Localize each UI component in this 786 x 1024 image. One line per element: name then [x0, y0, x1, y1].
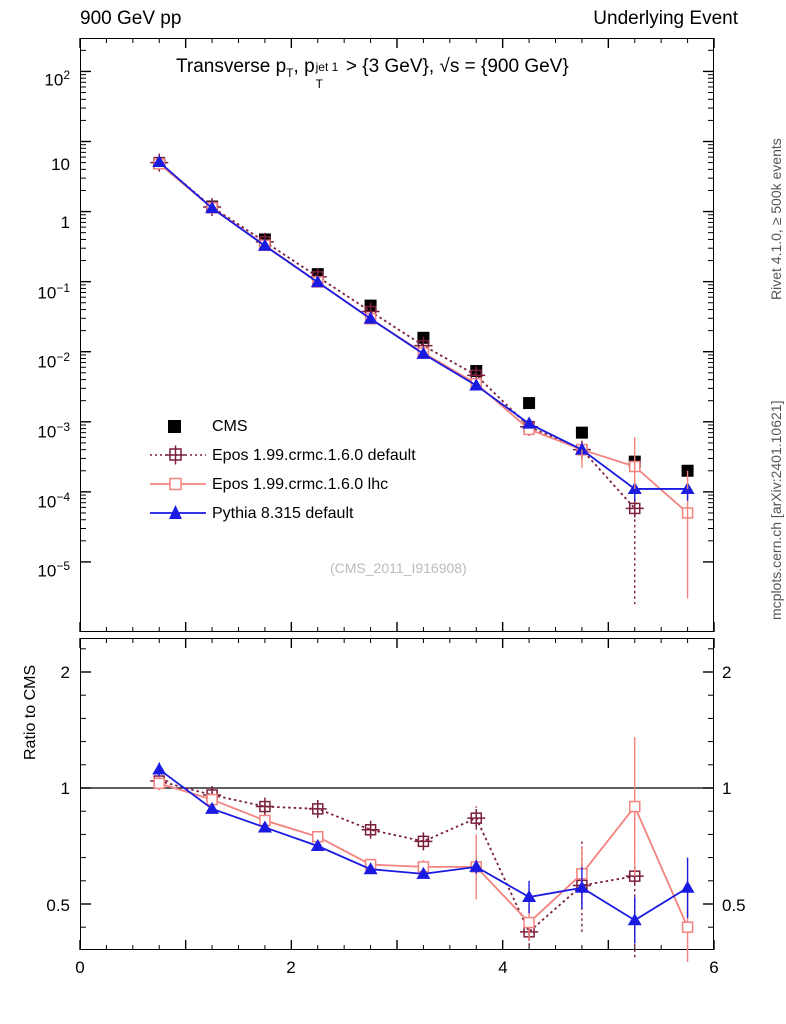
ratio-ytick-left-1: 1: [60, 779, 70, 798]
ratio-axis-title: Ratio to CMS: [22, 664, 39, 760]
legend-label-epos-default: Epos 1.99.crmc.1.6.0 default: [212, 447, 416, 464]
mcplots-credit-label: mcplots.cern.ch [arXiv:2401.10621]: [768, 400, 784, 620]
main-ytick-4: $10^{-2}$: [37, 350, 70, 372]
ratio-ytick-right-05: 0.5: [722, 896, 746, 915]
title-part-b: , p: [293, 56, 315, 77]
header-right: Underlying Event: [593, 8, 738, 29]
ratio-ytick-right-2: 2: [722, 663, 732, 682]
ratio-ytick-left-05: 0.5: [46, 896, 70, 915]
main-ytick-2: 1: [60, 213, 70, 232]
main-ytick-7: $10^{-5}$: [37, 559, 70, 581]
xtick-4: 4: [498, 958, 508, 977]
main-ytick-0: $10^2$: [44, 68, 70, 90]
title-part-c: > {3 GeV},: [340, 56, 440, 77]
xtick-0: 0: [75, 958, 85, 977]
title-sup-2: jet 1: [315, 60, 339, 74]
main-ytick-3: $10^{-1}$: [37, 281, 70, 303]
title-root-s: √s: [439, 56, 460, 77]
rivet-credit-label: Rivet 4.1.0, ≥ 500k events: [768, 138, 784, 300]
title-sub-1: T: [286, 65, 294, 80]
ratio-ytick-left-2: 2: [60, 663, 70, 682]
ratio-ytick-right-1: 1: [722, 779, 732, 798]
legend-label-pythia: Pythia 8.315 default: [212, 505, 354, 522]
main-ytick-5: $10^{-3}$: [37, 420, 70, 442]
legend-label-cms: CMS: [212, 418, 248, 435]
main-ytick-6: $10^{-4}$: [37, 490, 70, 512]
title-sub-2: T: [315, 77, 323, 91]
title-part-d: = {900 GeV}: [459, 56, 569, 77]
analysis-id-watermark: (CMS_2011_I916908): [330, 560, 467, 576]
main-ytick-1: 10: [51, 155, 70, 174]
xtick-2: 2: [286, 958, 296, 977]
header-left: 900 GeV pp: [80, 8, 182, 29]
title-part-a: Transverse p: [176, 56, 287, 77]
xtick-6: 6: [709, 958, 719, 977]
legend-label-epos-lhc: Epos 1.99.crmc.1.6.0 lhc: [212, 476, 389, 493]
